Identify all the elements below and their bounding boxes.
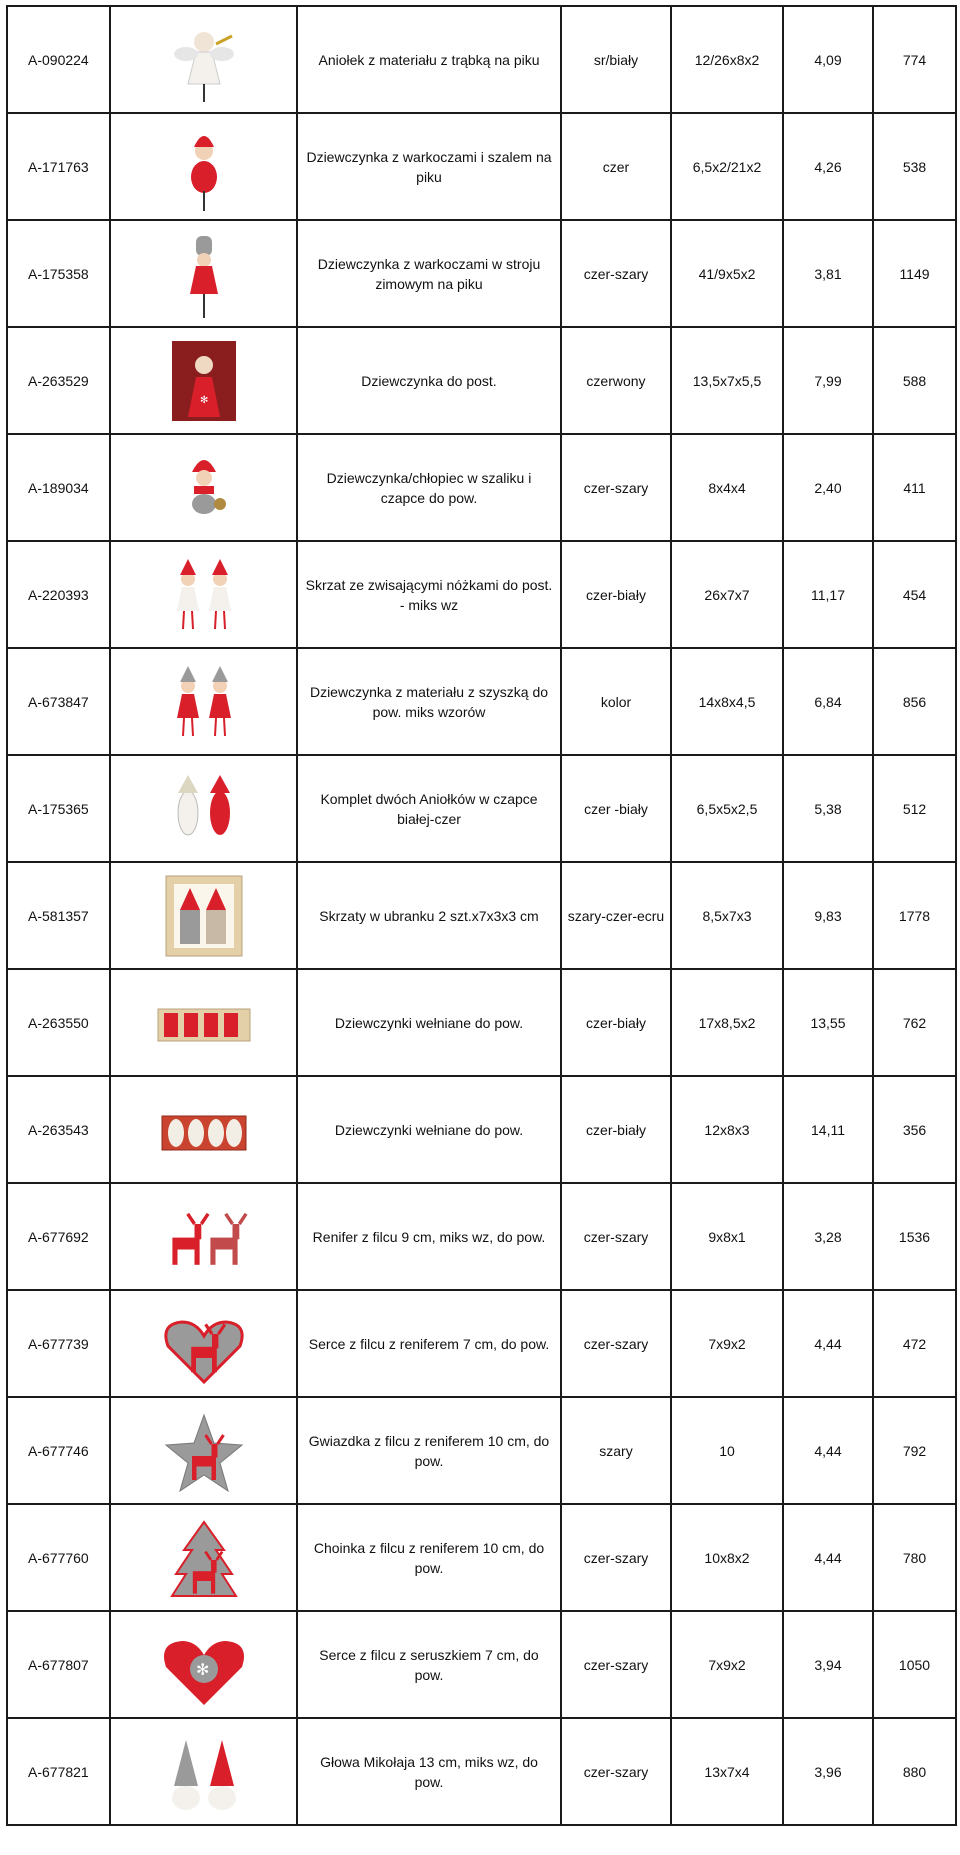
product-color: sr/biały xyxy=(593,51,639,68)
table-row xyxy=(7,1611,956,1718)
product-name-cell xyxy=(297,862,561,969)
product-dimensions: 13,5x7x5,5 xyxy=(692,372,762,389)
product-quantity-cell xyxy=(873,969,956,1076)
product-price-cell xyxy=(783,327,873,434)
product-image-cell xyxy=(110,862,297,969)
product-image-cell xyxy=(110,327,297,434)
product-image-cell xyxy=(110,113,297,220)
product-code-cell xyxy=(7,1611,110,1718)
product-price: 4,26 xyxy=(814,158,842,175)
product-code: A-090224 xyxy=(28,51,89,68)
product-quantity-cell xyxy=(873,6,956,113)
product-price-cell xyxy=(783,220,873,327)
product-color-cell xyxy=(561,220,671,327)
product-quantity-cell xyxy=(873,1183,956,1290)
product-price: 5,38 xyxy=(814,800,842,817)
product-quantity-cell xyxy=(873,1718,956,1825)
product-color-cell xyxy=(561,1290,671,1397)
product-image-cell xyxy=(110,1611,297,1718)
product-dimensions: 7x9x2 xyxy=(708,1656,746,1673)
felt-heart-reindeer-icon xyxy=(144,1298,264,1390)
product-color: szary-czer-ecru xyxy=(567,907,665,924)
product-dimensions-cell xyxy=(671,327,783,434)
product-price-cell xyxy=(783,1504,873,1611)
product-color: czer-szary xyxy=(583,1763,649,1780)
product-dimensions-cell xyxy=(671,113,783,220)
product-price: 14,11 xyxy=(811,1121,845,1138)
product-color-cell xyxy=(561,969,671,1076)
product-quantity-cell xyxy=(873,220,956,327)
product-image-cell xyxy=(110,1076,297,1183)
product-dimensions-cell xyxy=(671,969,783,1076)
product-dimensions-cell xyxy=(671,434,783,541)
product-price-cell xyxy=(783,113,873,220)
product-quantity: 454 xyxy=(902,586,927,603)
product-dimensions-cell xyxy=(671,6,783,113)
product-code: A-677821 xyxy=(28,1763,89,1780)
product-dimensions: 7x9x2 xyxy=(708,1335,746,1352)
product-name-cell xyxy=(297,1290,561,1397)
product-quantity: 774 xyxy=(902,51,927,68)
product-name: Skrzat ze zwisającymi nóżkami do post. - miks wz xyxy=(305,576,553,613)
product-code: A-677760 xyxy=(28,1549,89,1566)
table-row xyxy=(7,969,956,1076)
table-row xyxy=(7,220,956,327)
product-color-cell xyxy=(561,1718,671,1825)
felt-star-reindeer-icon xyxy=(144,1405,264,1497)
product-color-cell xyxy=(561,434,671,541)
table-row xyxy=(7,1076,956,1183)
product-name-cell xyxy=(297,648,561,755)
product-dimensions: 10x8x2 xyxy=(704,1549,750,1566)
product-code-cell xyxy=(7,969,110,1076)
product-dimensions: 6,5x5x2,5 xyxy=(696,800,758,817)
product-color-cell xyxy=(561,1611,671,1718)
product-quantity: 1050 xyxy=(898,1656,931,1673)
product-name: Serce z filcu z reniferem 7 cm, do pow. xyxy=(308,1335,550,1352)
product-quantity: 1149 xyxy=(899,265,930,282)
product-color: czer-szary xyxy=(583,265,649,282)
product-dimensions: 17x8,5x2 xyxy=(698,1014,756,1031)
product-code-cell xyxy=(7,6,110,113)
product-color: czer-szary xyxy=(583,1228,649,1245)
product-price-cell xyxy=(783,1718,873,1825)
product-table-body xyxy=(7,6,956,1825)
product-dimensions: 26x7x7 xyxy=(704,586,750,603)
product-name: Dziewczynka do post. xyxy=(361,372,497,389)
product-price: 2,40 xyxy=(814,479,842,496)
product-price: 4,44 xyxy=(814,1549,842,1566)
product-price: 13,55 xyxy=(810,1014,846,1031)
table-row xyxy=(7,648,956,755)
table-row xyxy=(7,1290,956,1397)
product-code-cell xyxy=(7,220,110,327)
product-color-cell xyxy=(561,755,671,862)
product-code: A-677692 xyxy=(28,1228,89,1245)
product-color: czerwony xyxy=(586,372,646,389)
product-color-cell xyxy=(561,1183,671,1290)
product-code-cell xyxy=(7,434,110,541)
product-name: Dziewczynka z warkoczami w stroju zimowym na piku xyxy=(317,255,541,292)
product-image-cell xyxy=(110,969,297,1076)
product-code-cell xyxy=(7,1718,110,1825)
product-price: 7,99 xyxy=(814,372,842,389)
product-dimensions: 8,5x7x3 xyxy=(702,907,752,924)
product-name: Dziewczynka z materiału z szyszką do pow. miks wzorów xyxy=(309,683,549,720)
product-code: A-171763 xyxy=(28,158,89,175)
product-code-cell xyxy=(7,1504,110,1611)
product-dimensions: 12x8x3 xyxy=(704,1121,750,1138)
product-color-cell xyxy=(561,113,671,220)
product-color-cell xyxy=(561,327,671,434)
product-price-cell xyxy=(783,541,873,648)
two-angels-icon xyxy=(144,763,264,855)
wool-girls-box-icon xyxy=(144,977,264,1069)
product-name-cell xyxy=(297,1611,561,1718)
product-image-cell xyxy=(110,1183,297,1290)
dangling-leg-elves-icon xyxy=(144,549,264,641)
product-quantity-cell xyxy=(873,862,956,969)
product-code: A-677739 xyxy=(28,1335,89,1352)
product-image-cell xyxy=(110,6,297,113)
product-color: czer-szary xyxy=(583,1656,649,1673)
product-dimensions: 8x4x4 xyxy=(708,479,746,496)
product-code: A-673847 xyxy=(28,693,89,710)
product-price: 6,84 xyxy=(814,693,842,710)
product-name: Komplet dwóch Aniołków w czapce białej-czer xyxy=(320,790,538,827)
product-code-cell xyxy=(7,1183,110,1290)
product-image-cell xyxy=(110,1397,297,1504)
product-name: Dziewczynki wełniane do pow. xyxy=(334,1014,524,1031)
product-code-cell xyxy=(7,113,110,220)
product-quantity: 1778 xyxy=(898,907,931,924)
product-quantity-cell xyxy=(873,1611,956,1718)
product-quantity-cell xyxy=(873,113,956,220)
product-dimensions-cell xyxy=(671,862,783,969)
product-price-cell xyxy=(783,1397,873,1504)
product-price: 4,44 xyxy=(814,1442,842,1459)
product-name-cell xyxy=(297,541,561,648)
product-code-cell xyxy=(7,1397,110,1504)
product-color: czer-biały xyxy=(586,1121,646,1138)
product-name-cell xyxy=(297,969,561,1076)
product-price: 3,28 xyxy=(814,1228,842,1245)
product-quantity: 512 xyxy=(902,800,927,817)
product-image-cell xyxy=(110,1290,297,1397)
winter-girl-figure-icon xyxy=(144,228,264,320)
product-quantity: 472 xyxy=(902,1335,927,1352)
product-quantity: 792 xyxy=(902,1442,927,1459)
product-quantity: 762 xyxy=(902,1014,927,1031)
product-price: 11,17 xyxy=(811,586,845,603)
product-color-cell xyxy=(561,1076,671,1183)
table-row xyxy=(7,541,956,648)
product-price-cell xyxy=(783,1076,873,1183)
product-code-cell xyxy=(7,327,110,434)
product-color: czer-szary xyxy=(583,1549,649,1566)
table-row xyxy=(7,1718,956,1825)
table-row xyxy=(7,1504,956,1611)
product-price-cell xyxy=(783,648,873,755)
product-name-cell xyxy=(297,1183,561,1290)
product-name: Głowa Mikołaja 13 cm, miks wz, do pow. xyxy=(320,1753,538,1790)
svg-text:✻: ✻ xyxy=(195,1659,209,1679)
scarf-child-figure-icon xyxy=(144,442,264,534)
product-code-cell xyxy=(7,541,110,648)
fabric-girls-pair-icon xyxy=(144,656,264,748)
wool-girls-box-white-icon xyxy=(144,1084,264,1176)
product-table xyxy=(6,5,957,1826)
product-price-cell xyxy=(783,6,873,113)
product-image-cell xyxy=(110,755,297,862)
product-color-cell xyxy=(561,1504,671,1611)
product-name-cell xyxy=(297,1718,561,1825)
product-color: czer-szary xyxy=(583,1335,649,1352)
table-row xyxy=(7,862,956,969)
table-row xyxy=(7,1397,956,1504)
product-dimensions: 9x8x1 xyxy=(708,1228,746,1245)
product-quantity: 1536 xyxy=(898,1228,931,1245)
product-image-cell xyxy=(110,220,297,327)
elves-in-box-icon xyxy=(144,870,264,962)
product-name-cell xyxy=(297,220,561,327)
table-row xyxy=(7,6,956,113)
product-name-cell xyxy=(297,6,561,113)
product-code: A-581357 xyxy=(28,907,89,924)
product-color-cell xyxy=(561,862,671,969)
product-color: czer xyxy=(602,158,630,175)
product-code-cell xyxy=(7,862,110,969)
product-name: Choinka z filcu z reniferem 10 cm, do pow. xyxy=(313,1539,545,1576)
product-quantity-cell xyxy=(873,327,956,434)
santa-heads-icon xyxy=(144,1726,264,1818)
product-name: Aniołek z materiału z trąbką na piku xyxy=(318,51,540,68)
product-dimensions-cell xyxy=(671,1718,783,1825)
product-name: Serce z filcu z seruszkiem 7 cm, do pow. xyxy=(319,1646,539,1683)
product-dimensions-cell xyxy=(671,648,783,755)
product-price: 4,09 xyxy=(814,51,842,68)
product-code: A-677746 xyxy=(28,1442,89,1459)
product-dimensions: 6,5x2/21x2 xyxy=(692,158,762,175)
red-girl-figure-icon xyxy=(144,121,264,213)
product-price: 3,94 xyxy=(814,1656,842,1673)
product-name: Gwiazdka z filcu z reniferem 10 cm, do pow. xyxy=(308,1432,550,1469)
product-code-cell xyxy=(7,1290,110,1397)
product-dimensions: 14x8x4,5 xyxy=(698,693,756,710)
product-quantity-cell xyxy=(873,755,956,862)
product-name: Renifer z filcu 9 cm, miks wz, do pow. xyxy=(312,1228,546,1245)
product-dimensions: 41/9x5x2 xyxy=(698,265,756,282)
product-quantity-cell xyxy=(873,1397,956,1504)
product-quantity-cell xyxy=(873,1290,956,1397)
product-quantity: 780 xyxy=(902,1549,927,1566)
product-price-cell xyxy=(783,1611,873,1718)
product-name: Dziewczynka/chłopiec w szaliku i czapce do pow. xyxy=(326,469,532,506)
product-name-cell xyxy=(297,1397,561,1504)
product-price-cell xyxy=(783,1290,873,1397)
product-quantity-cell xyxy=(873,1504,956,1611)
product-code: A-175358 xyxy=(28,265,89,282)
product-code: A-175365 xyxy=(28,800,89,817)
product-color: czer -biały xyxy=(584,800,648,817)
product-code: A-220393 xyxy=(28,586,89,603)
product-image-cell xyxy=(110,541,297,648)
product-name: Skrzaty w ubranku 2 szt.x7x3x3 cm xyxy=(319,907,539,924)
product-dimensions: 10 xyxy=(719,1442,735,1459)
product-quantity-cell xyxy=(873,434,956,541)
product-price-cell xyxy=(783,434,873,541)
standing-girl-photo-icon xyxy=(144,335,264,427)
product-color: szary xyxy=(599,1442,633,1459)
felt-reindeer-icon xyxy=(144,1191,264,1283)
product-dimensions-cell xyxy=(671,1076,783,1183)
product-quantity: 588 xyxy=(902,372,927,389)
product-name-cell xyxy=(297,434,561,541)
product-dimensions-cell xyxy=(671,1290,783,1397)
product-quantity: 856 xyxy=(902,693,927,710)
product-quantity: 356 xyxy=(902,1121,927,1138)
svg-text:✻: ✻ xyxy=(199,394,208,406)
felt-heart-snowflake-icon xyxy=(144,1619,264,1711)
product-code: A-677807 xyxy=(28,1656,89,1673)
product-name: Dziewczynki wełniane do pow. xyxy=(334,1121,524,1138)
product-color-cell xyxy=(561,6,671,113)
product-dimensions-cell xyxy=(671,541,783,648)
product-code-cell xyxy=(7,648,110,755)
product-color-cell xyxy=(561,648,671,755)
product-code-cell xyxy=(7,1076,110,1183)
product-price: 4,44 xyxy=(814,1335,842,1352)
product-dimensions-cell xyxy=(671,1504,783,1611)
product-image-cell xyxy=(110,1504,297,1611)
product-dimensions: 13x7x4 xyxy=(704,1763,750,1780)
product-code: A-189034 xyxy=(28,479,89,496)
product-color: czer-szary xyxy=(583,479,649,496)
product-quantity: 411 xyxy=(903,479,926,496)
product-code-cell xyxy=(7,755,110,862)
table-row xyxy=(7,755,956,862)
product-name: Dziewczynka z warkoczami i szalem na piku xyxy=(306,148,552,185)
product-dimensions-cell xyxy=(671,755,783,862)
product-name-cell xyxy=(297,1076,561,1183)
product-quantity-cell xyxy=(873,1076,956,1183)
product-quantity: 538 xyxy=(902,158,927,175)
angel-figure-icon xyxy=(144,14,264,106)
table-row xyxy=(7,434,956,541)
product-price-cell xyxy=(783,755,873,862)
table-row xyxy=(7,1183,956,1290)
product-price-cell xyxy=(783,862,873,969)
product-code: A-263529 xyxy=(28,372,89,389)
product-quantity-cell xyxy=(873,541,956,648)
product-name-cell xyxy=(297,327,561,434)
product-dimensions-cell xyxy=(671,1397,783,1504)
product-code: A-263543 xyxy=(28,1121,89,1138)
product-name-cell xyxy=(297,113,561,220)
product-dimensions: 12/26x8x2 xyxy=(694,51,760,68)
product-image-cell xyxy=(110,434,297,541)
product-color-cell xyxy=(561,1397,671,1504)
product-color: czer-biały xyxy=(586,586,646,603)
product-price-cell xyxy=(783,969,873,1076)
table-row xyxy=(7,327,956,434)
product-price: 3,81 xyxy=(814,265,842,282)
product-dimensions-cell xyxy=(671,1611,783,1718)
table-row xyxy=(7,113,956,220)
product-price: 3,96 xyxy=(814,1763,842,1780)
product-image-cell xyxy=(110,648,297,755)
product-color: czer-biały xyxy=(586,1014,646,1031)
product-dimensions-cell xyxy=(671,1183,783,1290)
product-color: kolor xyxy=(600,693,632,710)
product-name-cell xyxy=(297,755,561,862)
product-dimensions-cell xyxy=(671,220,783,327)
product-quantity-cell xyxy=(873,648,956,755)
product-quantity: 880 xyxy=(902,1763,927,1780)
product-name-cell xyxy=(297,1504,561,1611)
product-code: A-263550 xyxy=(28,1014,89,1031)
felt-tree-reindeer-icon xyxy=(144,1512,264,1604)
product-price-cell xyxy=(783,1183,873,1290)
product-image-cell xyxy=(110,1718,297,1825)
product-price: 9,83 xyxy=(814,907,842,924)
product-color-cell xyxy=(561,541,671,648)
